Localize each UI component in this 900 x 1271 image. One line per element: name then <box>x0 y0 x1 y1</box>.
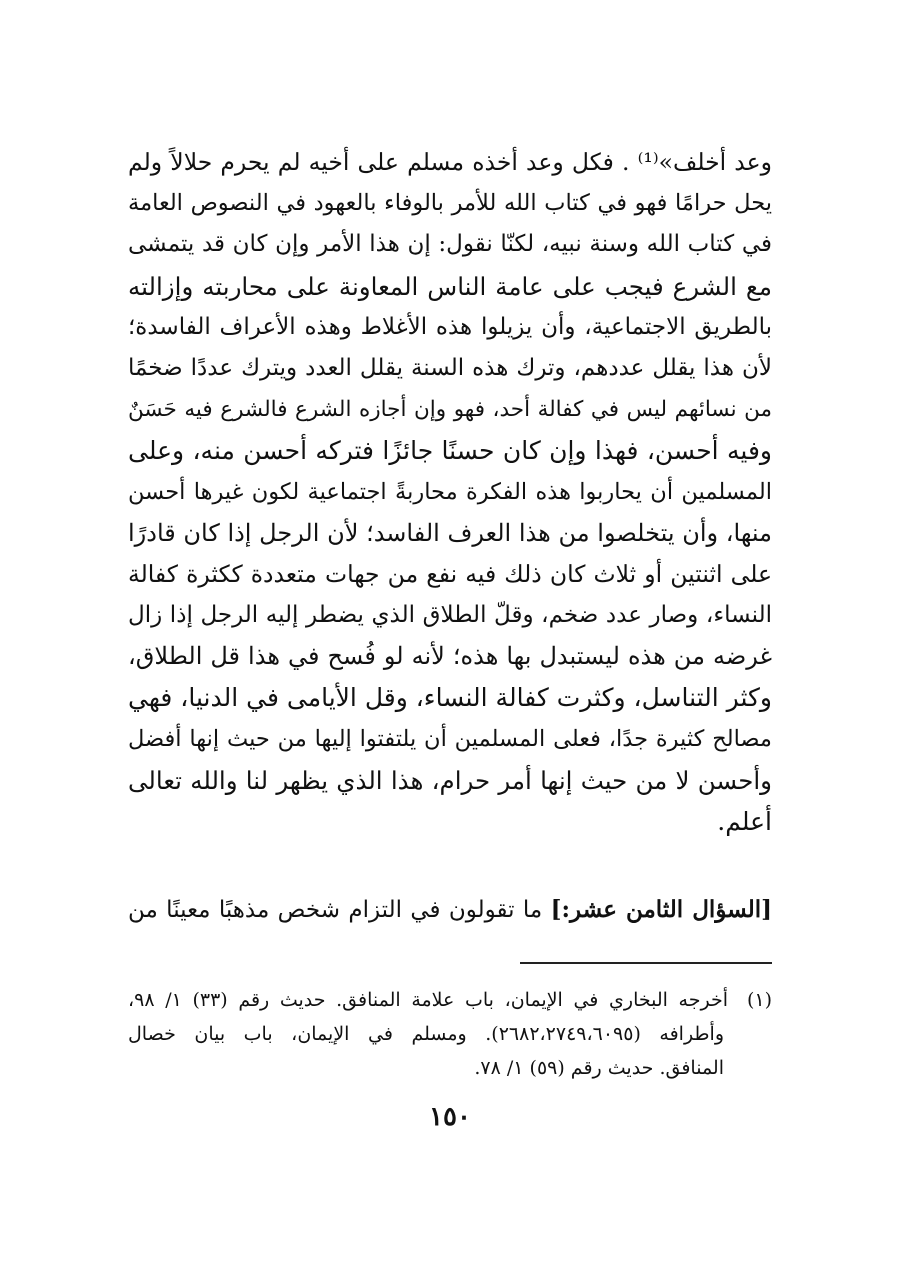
footnote-line: المنافق. حديث رقم (٥٩) ١/ ٧٨. <box>474 1057 724 1079</box>
text-line: منها، وأن يتخلصوا من هذا العرف الفاسد؛ لأن الرجل إذا كان قادرًا <box>128 518 772 547</box>
text-line: وعد أخلف»⁽¹⁾ . فكل وعد أخذه مسلم على أخيه لم يحرم حلالاً ولم <box>128 148 772 176</box>
text-line: غرضه من هذه ليستبدل بها هذه؛ لأنه لو فُسح في هذا قل الطلاق، <box>128 642 772 671</box>
footnote-line <box>128 983 772 1017</box>
text-line: بالطريق الاجتماعية، وأن يزيلوا هذه الأغلاط وهذه الأعراف الفاسدة؛ <box>128 313 772 340</box>
question-heading <box>128 888 772 932</box>
text-line: في كتاب الله وسنة نبيه، لكنّا نقول: إن هذا الأمر وإن كان قد يتمشى <box>128 231 772 258</box>
text-line: يحل حرامًا فهو في كتاب الله للأمر بالوفاء بالعهود في النصوص العامة <box>128 190 772 217</box>
text-line: المسلمين أن يحاربوا هذه الفكرة محاربةً اجتماعية لكون غيرها أحسن <box>128 478 772 505</box>
footnote-line: وأطرافه (٢٦٨٢،٢٧٤٩،٦٠٩٥). ومسلم في الإيمان، باب بيان خصال <box>128 1023 725 1045</box>
footnote-number: (١) <box>746 989 772 1011</box>
text-line: من نسائهم ليس في كفالة أحد، فهو وإن أجازه الشرع فالشرع فيه حَسَنٌ <box>128 397 772 423</box>
text-line: أعلم. <box>717 807 772 836</box>
question-label: [السؤال الثامن عشر:] <box>550 896 772 923</box>
page-number: ١٥٠ <box>429 1102 471 1132</box>
footnotes-block <box>128 983 772 1085</box>
text-line: على اثنتين أو ثلاث كان ذلك فيه نفع من جهات متعددة ككثرة كفالة <box>128 559 772 588</box>
text-line: وفيه أحسن، فهذا وإن كان حسنًا جائزًا فتركه أحسن منه، وعلى <box>128 436 772 466</box>
text-line: وكثر التناسل، وكثرت كفالة النساء، وقل الأيامى في الدنيا، فهي <box>128 683 772 713</box>
footnote-divider <box>520 962 772 964</box>
footnote-text: أخرجه البخاري في الإيمان، باب علامة المنافق. حديث رقم (٣٣) ١/ ٩٨، <box>128 989 728 1011</box>
text-line: وأحسن لا من حيث إنها أمر حرام، هذا الذي يظهر لنا والله تعالى <box>128 765 772 795</box>
main-text-block <box>128 142 772 842</box>
text-line: لأن هذا يقلل عددهم، وترك هذه السنة يقلل العدد ويترك عددًا ضخمًا <box>128 354 772 381</box>
text-line: مع الشرع فيجب على عامة الناس المعاونة على محاربته وإزالته <box>128 271 772 301</box>
question-text: ما تقولون في التزام شخص مذهبًا معينًا من <box>128 897 551 923</box>
text-line: النساء، وصار عدد ضخم، وقلّ الطلاق الذي يضطر إليه الرجل إذا زال <box>128 602 772 629</box>
text-line: مصالح كثيرة جدًا، فعلى المسلمين أن يلتفتوا إليها من حيث إنها أفضل <box>128 725 772 752</box>
